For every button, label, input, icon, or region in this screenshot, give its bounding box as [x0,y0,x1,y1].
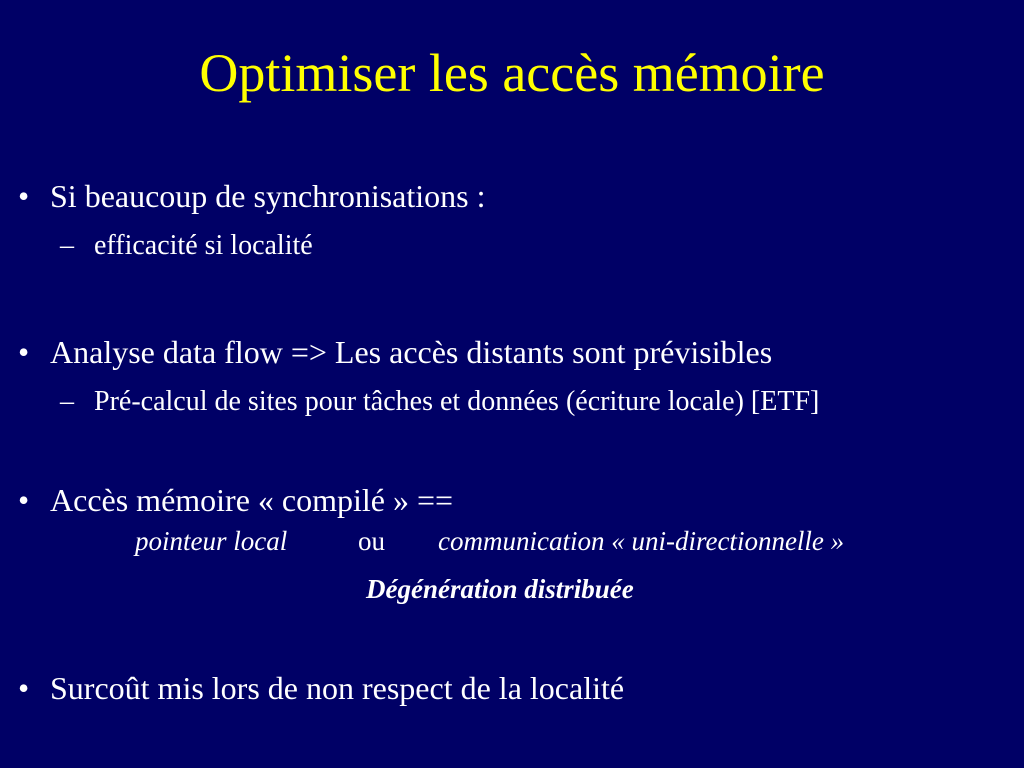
bullet-3-text: Accès mémoire « compilé » == [50,482,454,518]
bullet-4-text: Surcoût mis lors de non respect de la localité [50,670,625,706]
slide-title: Optimiser les accès mémoire [199,43,825,103]
bullet-1 [18,176,485,216]
bullet-4 [18,668,624,708]
bullet-2-sub-text: Pré-calcul de sites pour tâches et données (écriture locale) [ETF] [94,386,820,417]
bullet-marker: • [18,178,30,214]
bullet-3 [18,480,453,520]
bullet-1-text: Si beaucoup de synchronisations : [50,178,486,214]
degeneration-emphasis: Dégénération distribuée [366,574,634,604]
bullet-2-sub [60,384,819,420]
bullet-2 [18,332,772,372]
bullet-1-sub-text: efficacité si localité [94,230,313,261]
communication-text: communication « uni-directionnelle » [438,526,845,556]
bullet-marker: • [18,670,30,706]
bullet-marker: • [18,334,30,370]
bullet-marker: • [18,482,30,518]
or-text: ou [358,526,385,556]
pointer-local-text: pointeur local [135,526,288,556]
bullet-2-text: Analyse data flow => Les accès distants sont prévisibles [50,334,773,370]
bullet-1-sub [60,228,313,264]
sub-marker: – [60,386,74,417]
sub-marker: – [60,230,74,261]
